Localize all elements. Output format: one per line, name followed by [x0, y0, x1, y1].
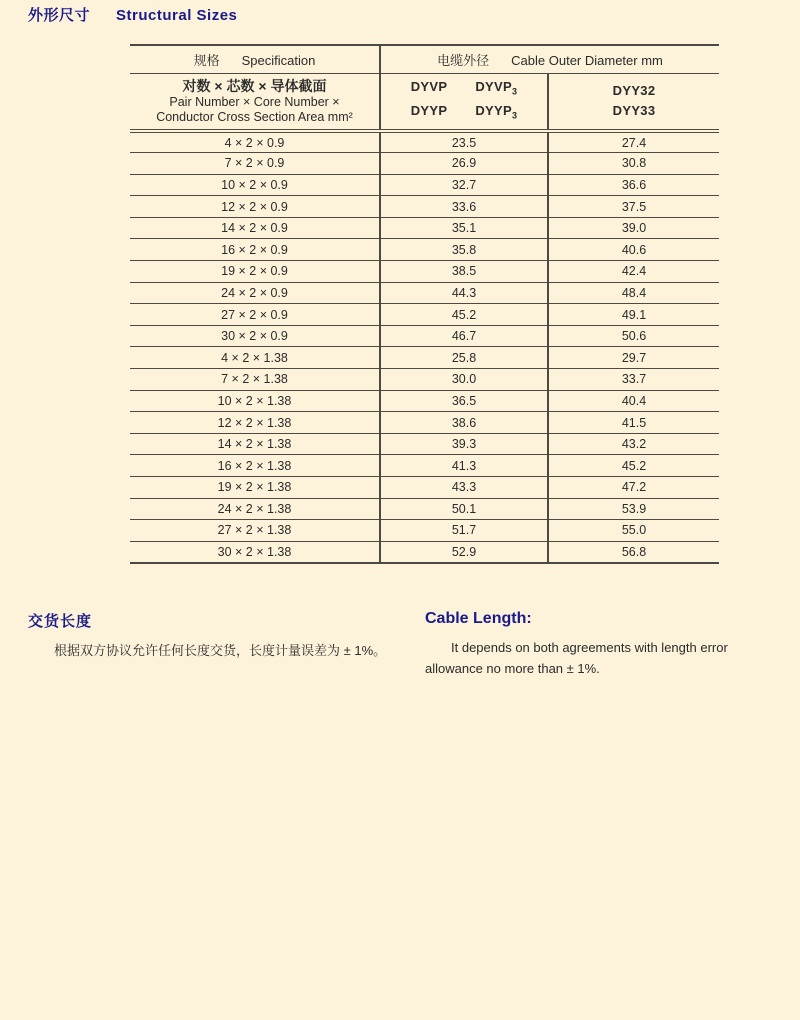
spec-cell: 7 × 2 × 0.9 — [130, 153, 380, 175]
delivery-length-section — [28, 610, 408, 661]
dyvp-diameter-cell: 30.0 — [380, 369, 548, 391]
subscript-3: 3 — [511, 86, 518, 97]
spec-subheader-cell — [130, 73, 380, 131]
cable-length-heading: Cable Length: — [425, 610, 532, 627]
table-row — [130, 174, 719, 196]
diameter-header-cell — [380, 45, 719, 73]
table-row — [130, 498, 719, 520]
subscript-3: 3 — [511, 110, 518, 121]
dyy-model-line-1: DYY32 — [612, 83, 656, 99]
dyy-diameter-cell: 36.6 — [548, 174, 719, 196]
dyy-diameter-cell: 33.7 — [548, 369, 719, 391]
spec-cell: 10 × 2 × 0.9 — [130, 174, 380, 196]
dyvp-diameter-cell: 26.9 — [380, 153, 548, 175]
spec-cell: 14 × 2 × 0.9 — [130, 217, 380, 239]
spec-cell: 4 × 2 × 0.9 — [130, 131, 380, 153]
spec-cell: 14 × 2 × 1.38 — [130, 433, 380, 455]
dyvp-diameter-cell: 33.6 — [380, 196, 548, 218]
dyvp-diameter-cell: 35.1 — [380, 217, 548, 239]
table-row — [130, 477, 719, 499]
dyy-diameter-cell: 37.5 — [548, 196, 719, 218]
spec-header-cell — [130, 45, 380, 73]
dyvp-model-line-2: DYYP $DYYP_3$ — [410, 103, 518, 121]
dyy-diameter-cell: 27.4 — [548, 131, 719, 153]
table-row — [130, 131, 719, 153]
dyy-diameter-cell: 55.0 — [548, 520, 719, 542]
table-row — [130, 433, 719, 455]
dyvp-diameter-cell: 43.3 — [380, 477, 548, 499]
dyvp-diameter-cell: 23.5 — [380, 131, 548, 153]
dyvp-diameter-cell: 38.5 — [380, 261, 548, 283]
dyvp-diameter-cell: 45.2 — [380, 304, 548, 326]
table-row — [130, 541, 719, 563]
dyy-diameter-cell: 53.9 — [548, 498, 719, 520]
dyvp-diameter-cell: 36.5 — [380, 390, 548, 412]
spec-cell: 12 × 2 × 1.38 — [130, 412, 380, 434]
dyy-diameter-cell: 40.6 — [548, 239, 719, 261]
spec-cell: 4 × 2 × 1.38 — [130, 347, 380, 369]
delivery-length-heading: 交货长度 — [28, 613, 93, 630]
spec-header-cn: 规格 — [193, 52, 220, 68]
table-row — [130, 412, 719, 434]
diameter-header-en: Cable Outer Diameter mm — [511, 52, 663, 68]
table-header-row-2 — [130, 73, 719, 131]
dyvp-model-line-1: DYVP $DYVP_3$ — [410, 78, 518, 97]
table-row — [130, 239, 719, 261]
spec-cell: 10 × 2 × 1.38 — [130, 390, 380, 412]
dyy-diameter-cell: 39.0 — [548, 217, 719, 239]
dyy-diameter-cell: 50.6 — [548, 325, 719, 347]
spec-subheader-line3: Conductor Cross Section Area mm² — [156, 109, 353, 124]
table-row — [130, 282, 719, 304]
table-row — [130, 369, 719, 391]
structural-sizes-table — [130, 44, 719, 564]
table-row — [130, 347, 719, 369]
delivery-length-body: 根据双方协议允许任何长度交货，长度计量误差为 ± 1%。 — [54, 643, 387, 658]
dyvp-diameter-cell: 51.7 — [380, 520, 548, 542]
table-row — [130, 217, 719, 239]
dyvp-diameter-cell: 38.6 — [380, 412, 548, 434]
dyvp-diameter-cell: 44.3 — [380, 282, 548, 304]
spec-cell: 24 × 2 × 1.38 — [130, 498, 380, 520]
dyvp-diameter-cell: 52.9 — [380, 541, 548, 563]
dyy-diameter-cell: 48.4 — [548, 282, 719, 304]
page-title — [28, 4, 237, 25]
dyvp-diameter-cell: 50.1 — [380, 498, 548, 520]
table-row — [130, 261, 719, 283]
dyvp-diameter-cell: 32.7 — [380, 174, 548, 196]
dyvp-models-cell — [380, 73, 548, 131]
table-row — [130, 520, 719, 542]
dyvp-diameter-cell: 41.3 — [380, 455, 548, 477]
dyy-diameter-cell: 42.4 — [548, 261, 719, 283]
spec-subheader-line1: 对数 × 芯数 × 导体截面 — [182, 77, 327, 94]
dyy-diameter-cell: 47.2 — [548, 477, 719, 499]
spec-cell: 27 × 2 × 1.38 — [130, 520, 380, 542]
cable-length-section — [425, 610, 780, 679]
spec-cell: 7 × 2 × 1.38 — [130, 369, 380, 391]
size-table-body — [130, 131, 719, 563]
table-row — [130, 304, 719, 326]
dyy-diameter-cell: 43.2 — [548, 433, 719, 455]
dyy-diameter-cell: 40.4 — [548, 390, 719, 412]
spec-subheader-line2: Pair Number × Core Number × — [169, 94, 340, 109]
dyvp-diameter-cell: 46.7 — [380, 325, 548, 347]
dyy-models-cell — [548, 73, 719, 131]
table-row — [130, 153, 719, 175]
spec-cell: 30 × 2 × 0.9 — [130, 325, 380, 347]
dyy-diameter-cell: 29.7 — [548, 347, 719, 369]
table-row — [130, 390, 719, 412]
dyvp-diameter-cell: 39.3 — [380, 433, 548, 455]
spec-cell: 27 × 2 × 0.9 — [130, 304, 380, 326]
table-header-row-1 — [130, 45, 719, 73]
dyvp-diameter-cell: 35.8 — [380, 239, 548, 261]
table-row — [130, 455, 719, 477]
spec-cell: 16 × 2 × 1.38 — [130, 455, 380, 477]
diameter-header-cn: 电缆外径 — [437, 52, 490, 68]
spec-cell: 12 × 2 × 0.9 — [130, 196, 380, 218]
spec-cell: 16 × 2 × 0.9 — [130, 239, 380, 261]
page-title-chinese: 外形尺寸 — [28, 7, 91, 24]
spec-cell: 30 × 2 × 1.38 — [130, 541, 380, 563]
dyy-diameter-cell: 49.1 — [548, 304, 719, 326]
dyy-diameter-cell: 30.8 — [548, 153, 719, 175]
table-row — [130, 325, 719, 347]
dyy-diameter-cell: 45.2 — [548, 455, 719, 477]
dyy-diameter-cell: 56.8 — [621, 544, 647, 559]
table-row — [130, 196, 719, 218]
spec-cell: 24 × 2 × 0.9 — [130, 282, 380, 304]
dyy-model-line-2: DYY33 — [612, 103, 656, 119]
page-title-english: Structural Sizes — [116, 7, 238, 24]
cable-length-body: It depends on both agreements with length error allowance no more than ± 1%. — [425, 640, 728, 676]
spec-header-en: Specification — [241, 52, 316, 68]
spec-cell: 19 × 2 × 1.38 — [130, 477, 380, 499]
spec-cell: 19 × 2 × 0.9 — [130, 261, 380, 283]
dyvp-diameter-cell: 25.8 — [380, 347, 548, 369]
dyy-diameter-cell: 41.5 — [548, 412, 719, 434]
